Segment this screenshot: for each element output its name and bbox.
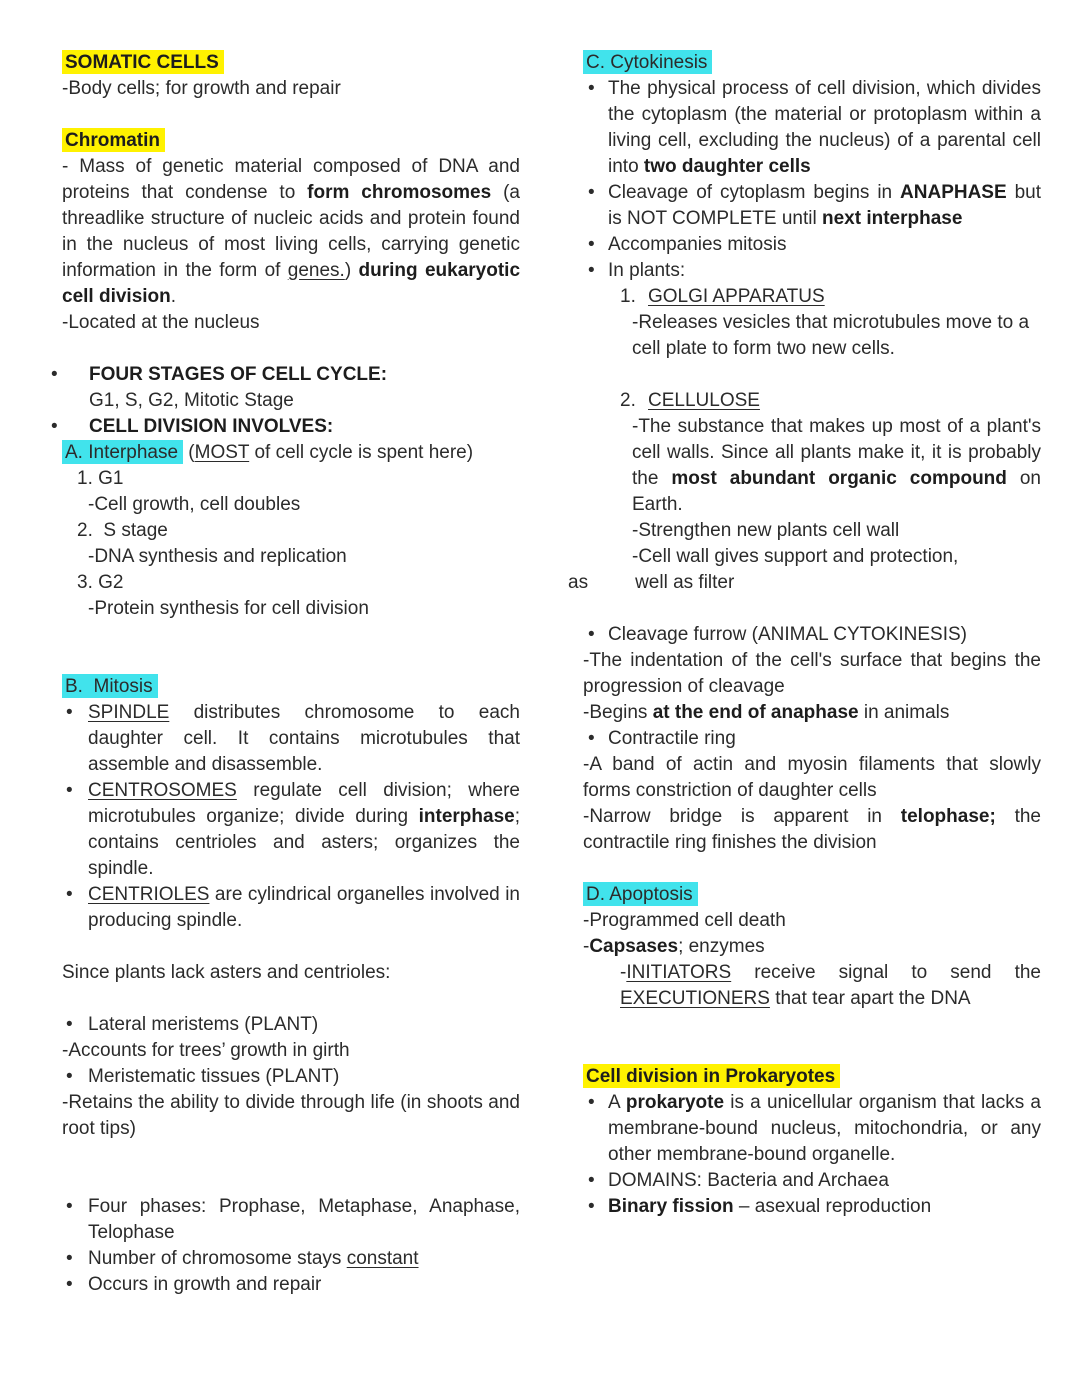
underlined-term: genes. [287,260,345,281]
text-run: -Programmed cell death [583,910,786,931]
bold-term: interphase [418,806,515,827]
text-run: ( [183,442,195,463]
bullet-marker: • [588,78,595,99]
bold-term: ANAPHASE [900,182,1007,203]
bullet-item-meristematic-tissues [66,1064,520,1090]
bullet-text [608,1090,1041,1168]
highlighted-term: D. Apoptosis [583,882,698,906]
text-run: of cell cycle is spent here) [249,442,474,463]
paragraph-accounts-girth [62,1038,520,1064]
text-run: -A band of actin and myosin filaments that slowly forms constriction of daughter cells [583,754,1041,801]
bullet-text [608,1168,1041,1194]
heading-chromatin [62,128,520,154]
highlighted-term: B. Mitosis [62,674,158,698]
bullet-marker: • [588,1092,595,1113]
text-run: -DNA synthesis and replication [88,546,347,567]
paragraph-plants-intro [62,960,520,986]
underlined-term: CELLULOSE [648,390,760,411]
paragraph-chromatin-location [62,310,520,336]
bullet-item-physical-process [588,76,1041,180]
bold-term: next interphase [821,208,963,229]
bullet-marker: • [66,1014,73,1035]
bullet-text [608,258,1041,284]
list-number: 2. [620,390,636,411]
bullet-marker: • [588,234,595,255]
bullet-item-cell-division-involves [51,414,520,440]
bullet-text [89,362,520,388]
bullet-item-accompanies-mitosis [588,232,1041,258]
paragraph-somatic-body [62,76,520,102]
paragraph-initiators [583,960,1041,1012]
text-run: Meristematic tissues (PLANT) [88,1066,340,1087]
text-run: - Mass of genetic material composed of DNA and proteins that condense to [62,156,520,203]
bullet-item-centrioles [66,882,520,934]
bullet-item-cleavage-begins [588,180,1041,232]
highlighted-term: SOMATIC CELLS [62,50,224,74]
text-run: regulate cell division; where microtubules organize; divide during [88,780,520,827]
bold-term: at the end of anaphase [652,702,859,723]
text-run: In plants: [608,260,686,281]
bold-term: Capsases [589,936,679,957]
bold-term: Binary fission [608,1196,734,1217]
text-run: -Accounts for trees’ growth in girth [62,1040,350,1061]
bold-term: telophase; [900,806,996,827]
bullet-item-contractile-ring [588,726,1041,752]
underlined-term: INITIATORS [626,962,732,983]
paragraph-begins-anaphase [583,700,1041,726]
paragraph-cellulose-p1 [583,414,1041,518]
bullet-marker: • [51,364,58,385]
text-run: Cleavage furrow (ANIMAL CYTOKINESIS) [608,624,967,645]
numbered-sub-s-stage [62,544,520,570]
bullet-item-chromosome-constant [66,1246,520,1272]
bold-term: FOUR STAGES OF CELL CYCLE: [89,364,388,385]
bullet-text [88,1246,520,1272]
underlined-term: constant [346,1248,419,1269]
text-run: The physical process of cell division, which divides the cytoplasm (the material or protoplasm within a living cell, excluding the nucleus) of a parental cell into [608,78,1041,177]
text-run: well as filter [635,572,735,593]
bullet-text [608,726,1041,752]
bullet-text [89,414,520,440]
text-run: -Located at the nucleus [62,312,260,333]
text-run: distributes chromosome to each daughter cell. It contains microtubules that assemble and disassemble. [88,702,520,775]
bullet-marker: • [588,624,595,645]
bullet-item-prokaryote [588,1090,1041,1168]
bold-term: most abundant organic compound [671,468,1007,489]
text-run: - [620,962,627,983]
text-run: in animals [858,702,950,723]
bullet-marker: • [66,1196,73,1217]
numbered-item-golgi [583,284,1041,310]
text-run: -Cell wall gives support and protection, [632,546,959,567]
text-run: – asexual reproduction [733,1196,932,1217]
text-run: ; enzymes [678,936,765,957]
text-run: -Retains the ability to divide through life (in shoots and root tips) [62,1092,520,1139]
text-run: G1, S, G2, Mitotic Stage [89,390,294,411]
text-run: -The substance that makes up most of a plant's cell walls. Since all plants make it, it is probably the [632,416,1041,489]
paragraph-interphase [62,440,520,466]
text-run: ; contains centrioles and asters; organizes the spindle. [88,806,520,879]
paragraph-programmed-death [583,908,1041,934]
text-run: -Strengthen new plants cell wall [632,520,900,541]
bullet-marker: • [66,884,73,905]
underlined-term: CENTRIOLES [88,884,210,905]
text-run: Contractile ring [608,728,736,749]
heading-cell-division-prokaryotes [583,1064,1041,1090]
list-number: 1. [620,286,636,307]
underlined-term: MOST [194,442,250,463]
bullet-text [608,180,1041,232]
bold-term: form chromosomes [307,182,492,203]
label-mitosis [62,674,520,700]
text-run: - [583,936,590,957]
bullet-text [608,622,1041,648]
underlined-term: EXECUTIONERS [620,988,770,1009]
bullet-marker: • [66,702,73,723]
paragraph-stages-list [62,388,520,414]
text-run: Accompanies mitosis [608,234,787,255]
bullet-marker: • [588,1170,595,1191]
bullet-marker: • [588,182,595,203]
text-run: Number of chromosome stays [88,1248,347,1269]
bullet-item-growth-repair [66,1272,520,1298]
highlighted-term: Cell division in Prokaryotes [583,1064,840,1088]
text-run: (a threadlike structure of nucleic acids and protein found in the nucleus of most living cells, carrying genetic information in the form of [62,182,520,281]
two-column-layout [51,50,1042,1298]
numbered-sub-g2 [62,596,520,622]
label-interphase: A. Interphase [62,440,183,464]
bullet-marker: • [66,1066,73,1087]
paragraph-golgi-sub [583,310,1041,362]
text-run: ) [344,260,359,281]
text-run: Since plants lack asters and centrioles: [62,962,391,983]
text-run: 3. G2 [77,572,124,593]
text-run: -Releases vesicles that microtubules move to a cell plate to form two new cells. [632,312,1030,359]
bullet-text [608,76,1041,180]
text-run: -The indentation of the cell's surface that begins the progression of cleavage [583,650,1041,697]
paragraph-cellulose-hang [568,570,1041,596]
bullet-text [608,232,1041,258]
text-run: that tear apart the DNA [769,988,971,1009]
left-column [51,50,521,1298]
paragraph-retains-ability [62,1090,520,1142]
bullet-item-centrosomes [66,778,520,882]
bold-term: two daughter cells [643,156,811,177]
heading-somatic-cells [62,50,520,76]
bold-term: CELL DIVISION INVOLVES: [89,416,334,437]
text-run: -Cell growth, cell doubles [88,494,301,515]
bullet-item-spindle [66,700,520,778]
bullet-text [88,1272,520,1298]
text-run: receive signal to send the [731,962,1041,983]
paragraph-indentation [583,648,1041,700]
text-run: 2. S stage [77,520,168,541]
numbered-item-g2 [62,570,520,596]
text-run: A [608,1092,626,1113]
bullet-text [88,1194,520,1246]
bullet-marker: • [66,780,73,801]
text-run: Cleavage of cytoplasm begins in [608,182,901,203]
bullet-marker: • [66,1274,73,1295]
bullet-marker: • [66,1248,73,1269]
paragraph-cellulose-p2 [583,518,1041,544]
paragraph-capsases [583,934,1041,960]
highlighted-term: Chromatin [62,128,165,152]
numbered-item-s-stage [62,518,520,544]
text-run: 1. G1 [77,468,124,489]
paragraph-narrow-bridge [583,804,1041,856]
bold-term: prokaryote [625,1092,725,1113]
text-run: . [170,286,177,307]
label-apoptosis [583,882,1041,908]
paragraph-chromatin [62,154,520,310]
text-run: is a unicellular organism that lacks a membrane-bound nucleus, mitochondria, or any other membrane-bound organelle. [608,1092,1042,1165]
text-run: are cylindrical organelles involved in producing spindle. [88,884,520,931]
underlined-term: GOLGI APPARATUS [648,286,825,307]
bullet-item-binary-fission [588,1194,1041,1220]
bullet-item-in-plants [588,258,1041,284]
text-run: on Earth. [632,468,1041,515]
bullet-item-domains [588,1168,1041,1194]
bullet-item-four-stages [51,362,520,388]
text-run: Lateral meristems (PLANT) [88,1014,319,1035]
highlighted-term: C. Cytokinesis [583,50,712,74]
underlined-term: CENTROSOMES [88,780,237,801]
paragraph-actin-myosin [583,752,1041,804]
bullet-text [88,1064,520,1090]
paragraph-cellulose-p3 [583,544,1041,570]
text-run: DOMAINS: Bacteria and Archaea [608,1170,889,1191]
text-run: Four phases: Prophase, Metaphase, Anaphase, Telophase [88,1196,520,1243]
text-run: -Body cells; for growth and repair [62,78,341,99]
bold-term: during eukaryotic cell division [62,260,521,307]
bullet-marker: • [588,728,595,749]
bullet-text [88,778,520,882]
bullet-text [88,1012,520,1038]
text-run: -Narrow bridge is apparent in [583,806,901,827]
numbered-sub-g1 [62,492,520,518]
bullet-text [608,1194,1041,1220]
right-column [568,50,1042,1220]
text-run: Occurs in growth and repair [88,1274,322,1295]
label-cytokinesis [583,50,1041,76]
bullet-item-four-phases [66,1194,520,1246]
bullet-text [88,882,520,934]
numbered-item-g1 [62,466,520,492]
underlined-term: SPINDLE [88,702,170,723]
numbered-item-cellulose [583,388,1041,414]
bullet-text [88,700,520,778]
text-run: -Protein synthesis for cell division [88,598,369,619]
bullet-item-lateral-meristems [66,1012,520,1038]
text-run: the contractile ring finishes the division [583,806,1041,853]
bullet-marker: • [588,260,595,281]
bullet-marker: • [51,416,58,437]
bullet-item-cleavage-furrow [588,622,1041,648]
text-run: as [568,572,589,593]
bullet-marker: • [588,1196,595,1217]
text-run: but is NOT COMPLETE until [608,182,1041,229]
text-run: -Begins [583,702,653,723]
